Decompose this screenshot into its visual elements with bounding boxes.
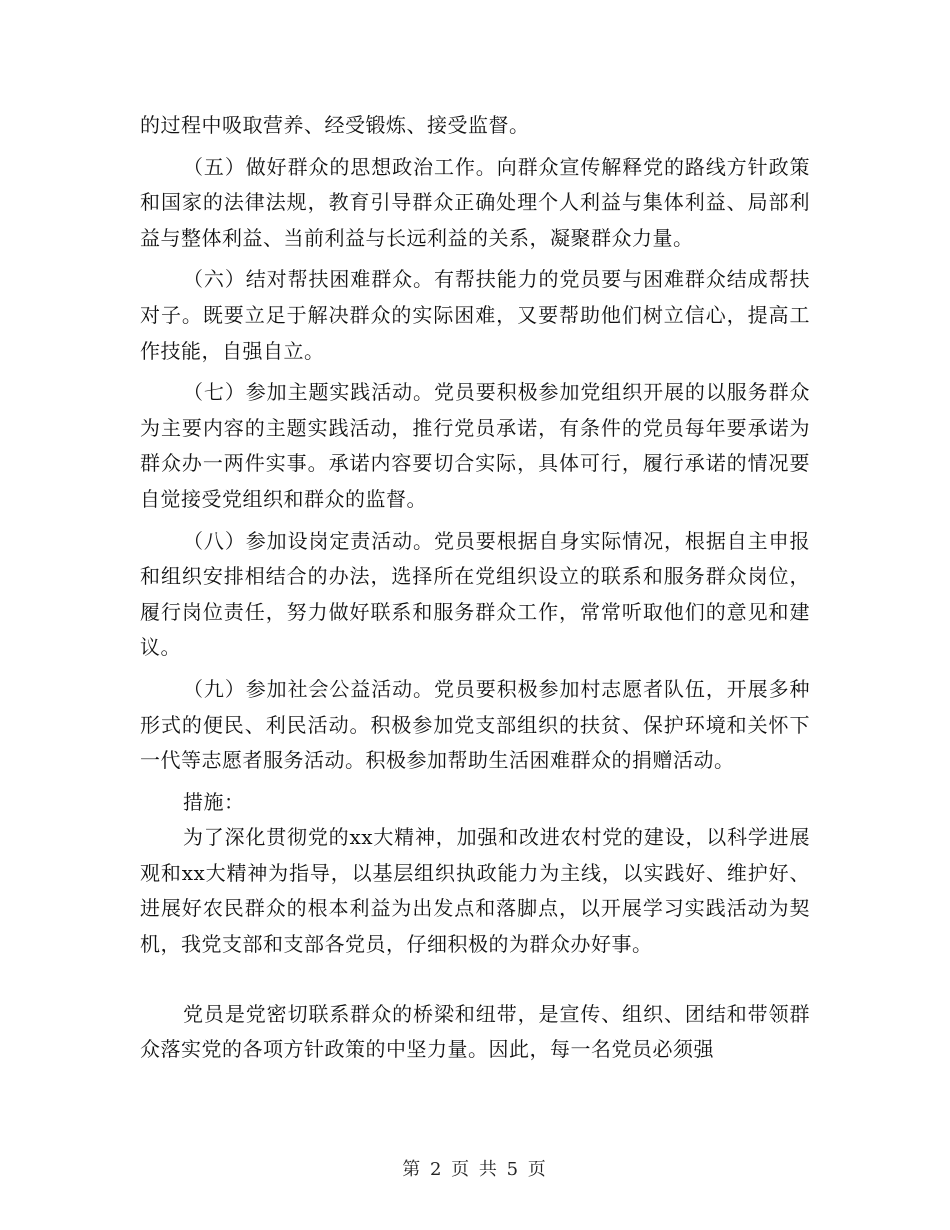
paragraph-item-6: （六）结对帮扶困难群众。有帮扶能力的党员要与困难群众结成帮扶对子。既要立足于解决群众的实际困难，又要帮助他们树立信心，提高工作技能，自强自立。 bbox=[140, 267, 810, 363]
document-body bbox=[140, 108, 810, 1068]
paragraph-continuation: 的过程中吸取营养、经受锻炼、接受监督。 bbox=[140, 113, 530, 137]
paragraph-item-8: （八）参加设岗定责活动。党员要根据自身实际情况，根据自主申报和组织安排相结合的办法，选择所在党组织设立的联系和服务群众岗位，履行岗位责任，努力做好联系和服务群众工作，常常听取他们的意见和建议。 bbox=[140, 528, 810, 660]
paragraph-party-members: 党员是党密切联系群众的桥梁和纽带，是宣传、组织、团结和带领群众落实党的各项方针政策的中坚力量。因此，每一名党员必须强 bbox=[140, 1001, 810, 1062]
page-number-footer: 第 2 页 共 5 页 bbox=[402, 1159, 548, 1180]
section-heading-measures: 措施： bbox=[183, 789, 245, 814]
paragraph-item-5: （五）做好群众的思想政治工作。向群众宣传解释党的路线方针政策和国家的法律法规，教育引导群众正确处理个人利益与集体利益、局部利益与整体利益、当前利益与长远利益的关系，凝聚群众力量。 bbox=[140, 154, 810, 250]
paragraph-item-9: （九）参加社会公益活动。党员要积极参加村志愿者队伍，开展多种形式的便民、利民活动。积极参加党支部组织的扶贫、保护环境和关怀下一代等志愿者服务活动。积极参加帮助生活困难群众的捐赠活动。 bbox=[140, 676, 810, 773]
paragraph-item-7: （七）参加主题实践活动。党员要积极参加党组织开展的以服务群众为主要内容的主题实践活动，推行党员承诺，有条件的党员每年要承诺为群众办一两件实事。承诺内容要切合实际，具体可行，履行承诺的情况要自觉接受党组织和群众的监督。 bbox=[140, 380, 810, 511]
paragraph-measures: 为了深化贯彻党的xx大精神，加强和改进农村党的建设，以科学进展观和xx大精神为指导，以基层组织执政能力为主线，以实践好、维护好、进展好农民群众的根本利益为出发点和落脚点，以开展学习实践活动为契机，我党支部和支部各党员，仔细积极的为群众办好事。 bbox=[140, 825, 810, 957]
